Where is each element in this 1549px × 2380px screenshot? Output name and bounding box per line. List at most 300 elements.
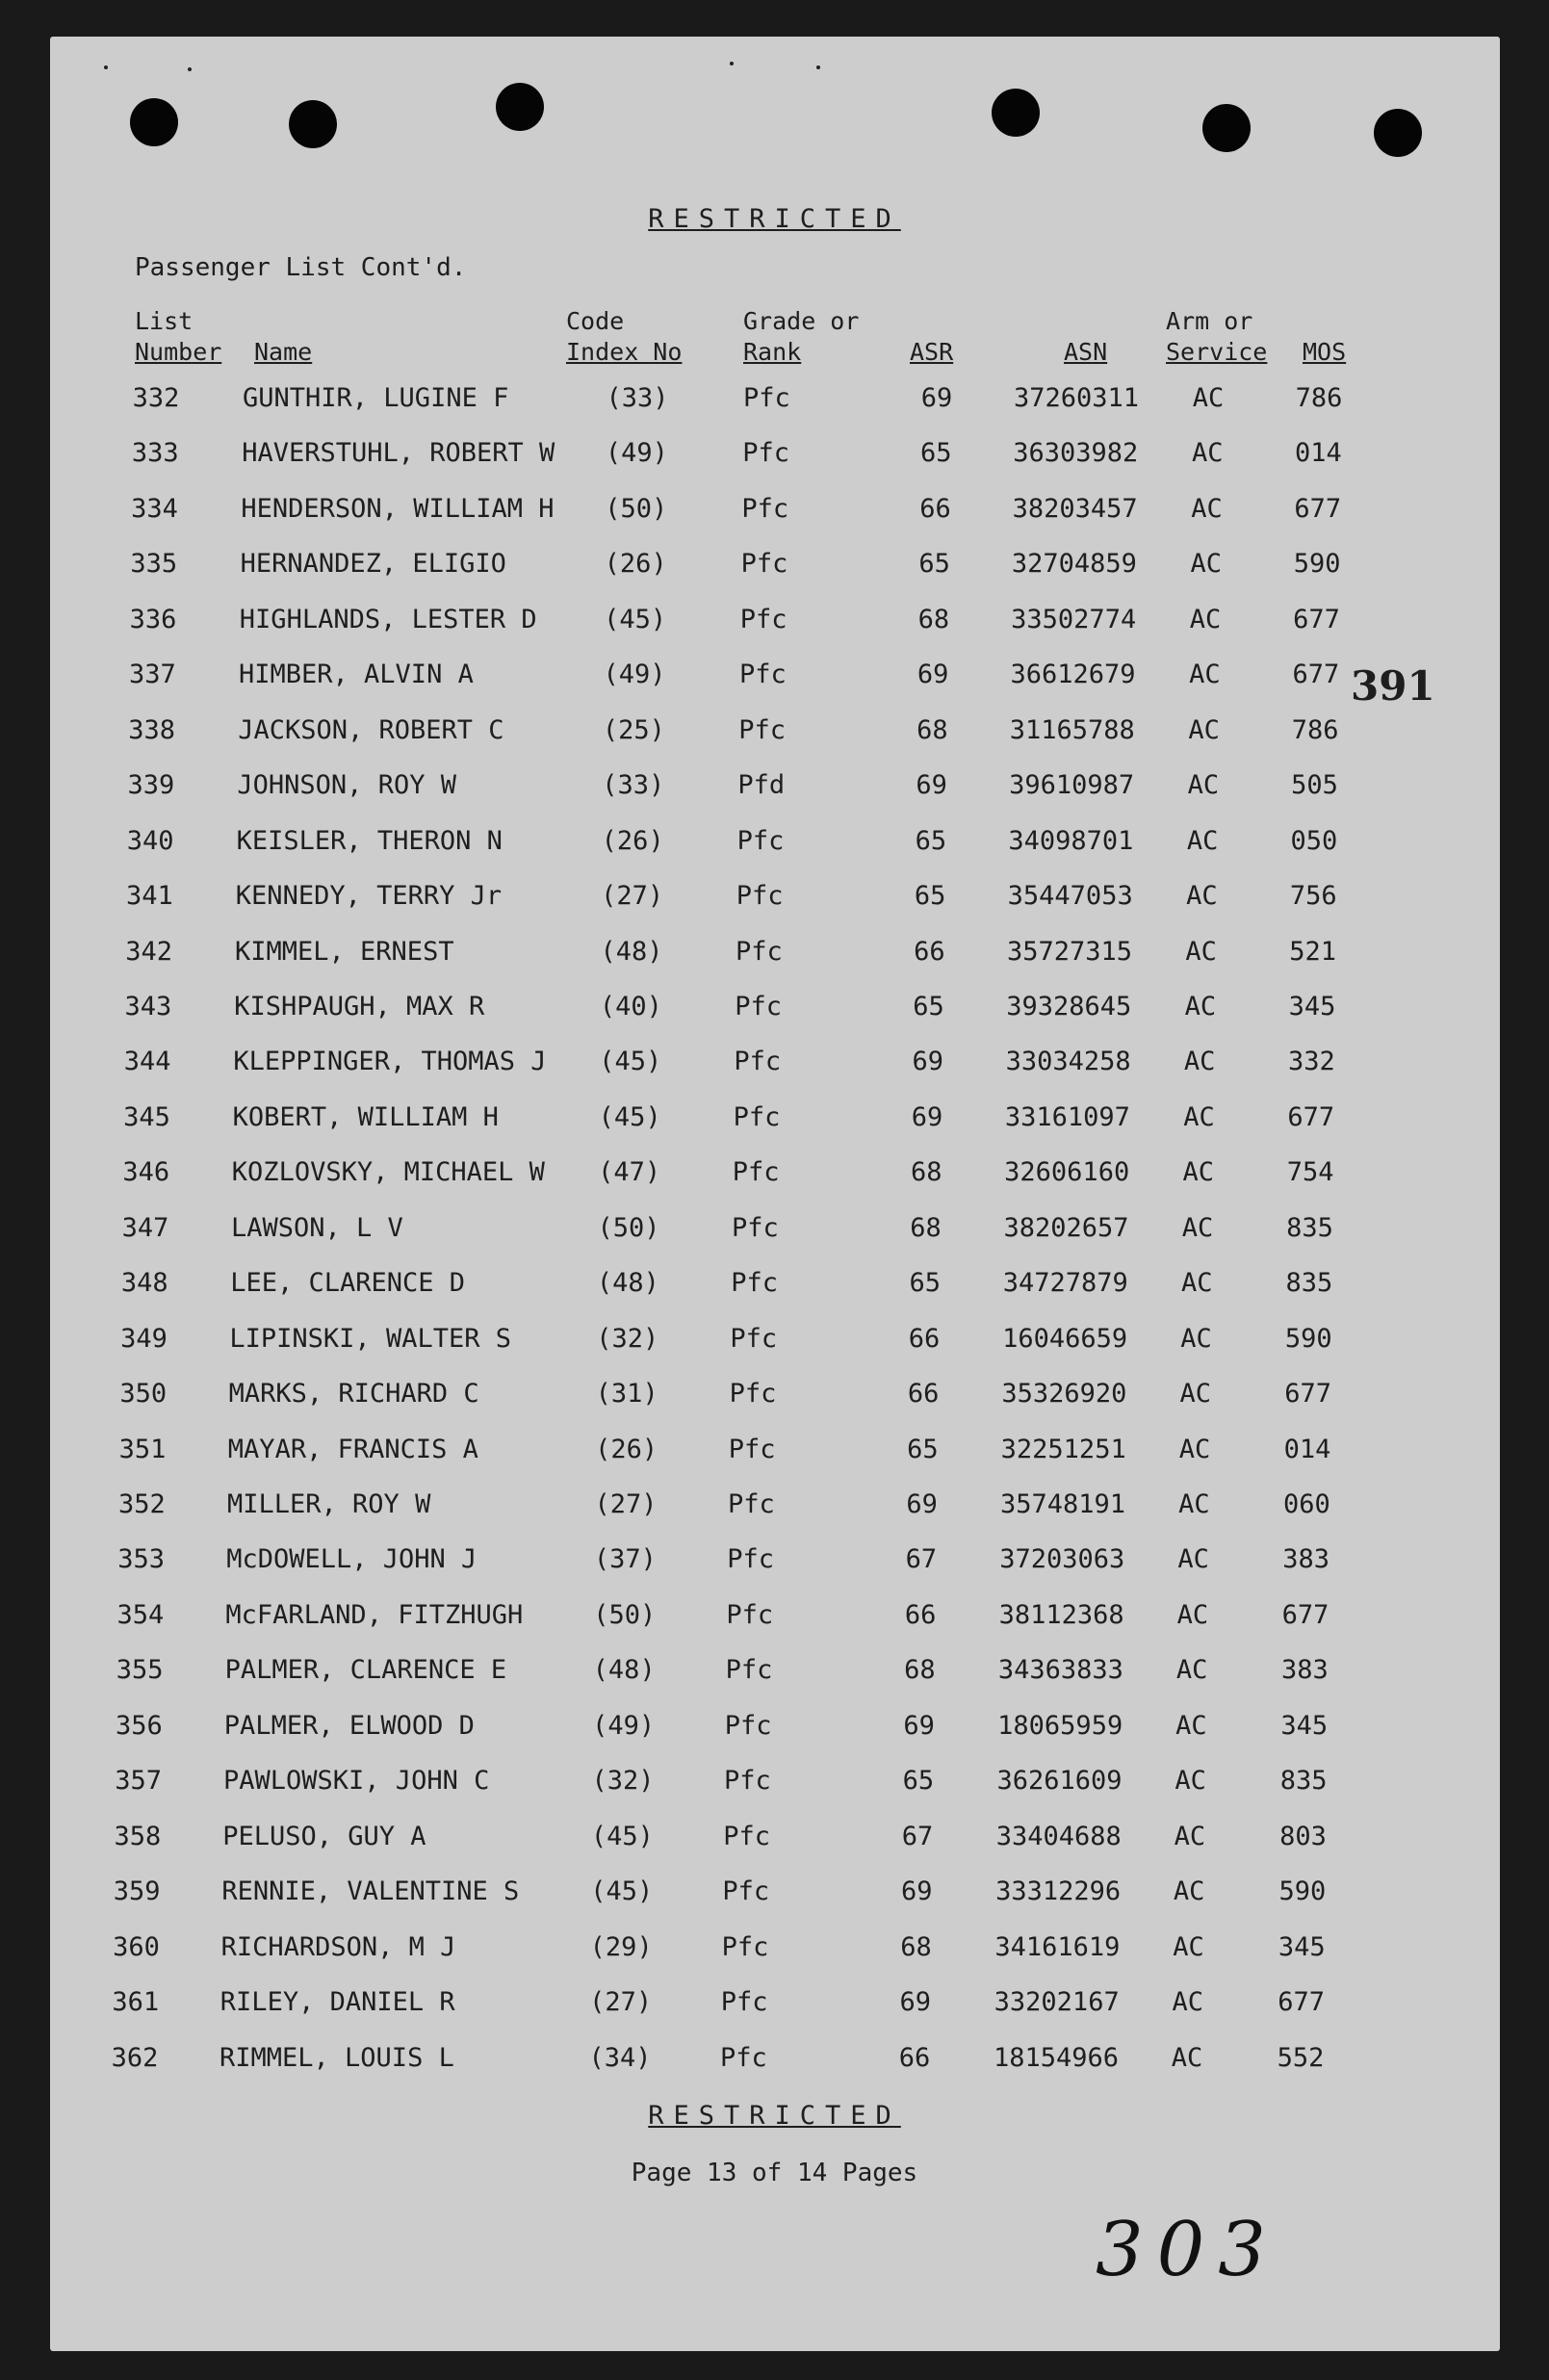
list-number: 353 [117, 1544, 165, 1575]
table-row [0, 770, 1549, 809]
arm-service: AC [1180, 1323, 1212, 1354]
speck [816, 65, 820, 69]
table-row [0, 1379, 1549, 1417]
arm-service: AC [1188, 714, 1220, 745]
passenger-name: KIMMEL, ERNEST [235, 936, 454, 967]
list-number: 344 [123, 1047, 171, 1077]
asn-number: 32704859 [1011, 549, 1137, 580]
code-index: (45) [590, 1876, 654, 1907]
handwritten-number: 303 [1096, 2207, 1279, 2293]
grade-rank: Pfc [732, 1212, 779, 1243]
grade-rank: Pfc [735, 991, 782, 1022]
grade-rank: Pfc [739, 604, 787, 634]
speck [104, 65, 108, 69]
mos-code: 677 [1293, 604, 1340, 634]
arm-service: AC [1175, 1655, 1208, 1686]
list-number: 347 [121, 1212, 169, 1243]
arm-service: AC [1175, 1766, 1206, 1797]
grade-rank: Pfc [739, 660, 787, 690]
list-number: 336 [129, 604, 177, 634]
asr-score: 69 [903, 1710, 935, 1741]
code-index: (29) [589, 1931, 653, 1962]
code-index: (32) [596, 1323, 659, 1354]
grade-rank: Pfc [740, 549, 788, 580]
grade-rank: Pfc [741, 493, 789, 524]
mos-code: 332 [1288, 1047, 1335, 1077]
list-number: 348 [120, 1268, 168, 1299]
asn-number: 31165788 [1009, 714, 1135, 745]
grade-rank: Pfc [720, 1987, 768, 2018]
mos-code: 677 [1278, 1987, 1326, 2018]
asn-number: 32606160 [1004, 1157, 1130, 1188]
asr-score: 66 [919, 493, 951, 524]
asr-score: 66 [914, 936, 945, 967]
grade-rank: Pfc [724, 1710, 772, 1741]
passenger-name: PALMER, CLARENCE E [224, 1655, 507, 1686]
table-row [0, 1489, 1549, 1528]
passenger-name: KENNEDY, TERRY Jr [235, 881, 503, 912]
table-row [0, 1600, 1549, 1639]
asr-score: 68 [904, 1655, 936, 1686]
grade-rank: Pfc [724, 1766, 771, 1797]
list-number: 358 [114, 1821, 162, 1851]
arm-service: AC [1172, 1987, 1203, 2018]
classification-footer: RESTRICTED [648, 2101, 901, 2131]
code-index: (45) [604, 604, 667, 634]
grade-rank: Pfc [734, 1047, 782, 1077]
grade-rank: Pfc [736, 825, 785, 856]
passenger-name: HIMBER, ALVIN A [239, 660, 474, 690]
list-number: 339 [127, 770, 175, 801]
arm-service: AC [1173, 1931, 1204, 1962]
asr-score: 66 [908, 1323, 941, 1354]
punch-hole [289, 100, 337, 148]
passenger-name: HERNANDEZ, ELIGIO [240, 549, 506, 580]
asn-number: 36612679 [1010, 660, 1136, 690]
asr-score: 65 [918, 549, 950, 580]
code-index: (49) [605, 438, 668, 469]
asr-score: 65 [914, 881, 946, 912]
passenger-name: HAVERSTUHL, ROBERT W [242, 438, 555, 469]
code-index: (31) [595, 1379, 658, 1410]
arm-service: AC [1189, 660, 1221, 690]
list-number: 349 [120, 1323, 168, 1354]
arm-service: AC [1173, 1876, 1205, 1907]
passenger-name: MAYAR, FRANCIS A [227, 1434, 478, 1464]
arm-service: AC [1187, 770, 1220, 801]
arm-service: AC [1184, 991, 1217, 1022]
code-index: (37) [593, 1544, 657, 1575]
col-header-code-index: Code Index No [566, 307, 683, 366]
asn-number: 33312296 [995, 1876, 1122, 1907]
list-number: 333 [131, 438, 179, 469]
mos-code: 835 [1279, 1766, 1328, 1797]
mos-code: 590 [1293, 549, 1341, 580]
mos-code: 590 [1284, 1323, 1332, 1354]
list-number: 342 [125, 936, 173, 967]
asr-score: 65 [907, 1434, 939, 1464]
code-index: (45) [599, 1047, 662, 1077]
passenger-name: HENDERSON, WILLIAM H [241, 493, 555, 524]
code-index: (47) [598, 1157, 661, 1188]
list-number: 362 [111, 2042, 159, 2073]
asn-number: 38112368 [998, 1599, 1124, 1630]
mos-code: 383 [1281, 1655, 1329, 1686]
list-number: 361 [112, 1987, 160, 2018]
asr-score: 65 [913, 991, 944, 1022]
arm-service: AC [1171, 2042, 1203, 2073]
classification-header: RESTRICTED [648, 204, 901, 234]
table-row [0, 1711, 1549, 1749]
mos-code: 754 [1286, 1157, 1334, 1188]
arm-service: AC [1176, 1599, 1209, 1630]
grade-rank: Pfc [725, 1655, 773, 1686]
list-number: 359 [113, 1876, 161, 1907]
passenger-name: PALMER, ELWOOD D [223, 1710, 475, 1741]
passenger-name: McFARLAND, FITZHUGH [225, 1599, 524, 1630]
table-row [0, 1324, 1549, 1362]
asr-score: 69 [906, 1489, 938, 1519]
list-number: 360 [113, 1931, 160, 1962]
asr-score: 69 [911, 1101, 943, 1132]
asr-score: 69 [899, 1987, 932, 2018]
code-index: (50) [593, 1599, 657, 1630]
mos-code: 677 [1284, 1379, 1331, 1410]
code-index: (49) [603, 660, 666, 690]
asn-number: 35727315 [1006, 936, 1133, 967]
asn-number: 34727879 [1002, 1268, 1128, 1299]
asn-number: 18065959 [997, 1710, 1123, 1741]
punch-hole [496, 83, 544, 131]
list-number: 352 [117, 1489, 166, 1519]
passenger-name: KLEPPINGER, THOMAS J [233, 1047, 547, 1077]
list-number: 337 [128, 660, 176, 690]
table-row [0, 1435, 1549, 1473]
mos-code: 060 [1282, 1489, 1330, 1519]
arm-service: AC [1189, 604, 1222, 634]
asr-score: 66 [904, 1599, 937, 1630]
grade-rank: Pfd [737, 770, 786, 801]
mos-code: 756 [1289, 881, 1337, 912]
asr-score: 68 [900, 1931, 932, 1962]
stamped-number: 391 [1351, 662, 1435, 710]
list-number: 341 [126, 881, 173, 912]
list-number: 334 [131, 493, 178, 524]
passenger-name: MARKS, RICHARD C [228, 1379, 479, 1410]
mos-code: 014 [1283, 1434, 1331, 1464]
table-row [0, 1655, 1549, 1694]
grade-rank: Pfc [733, 1101, 781, 1132]
list-number: 351 [118, 1434, 167, 1464]
code-index: (25) [602, 714, 665, 745]
table-row [0, 1213, 1549, 1252]
asr-score: 69 [901, 1876, 933, 1907]
code-index: (27) [594, 1489, 658, 1519]
punch-hole [992, 89, 1040, 137]
arm-service: AC [1182, 1157, 1214, 1188]
arm-service: AC [1177, 1544, 1209, 1575]
code-index: (27) [601, 881, 664, 912]
list-number: 332 [132, 383, 180, 413]
punch-hole [1202, 104, 1251, 152]
asn-number: 18154966 [993, 2042, 1120, 2073]
col-header-name: Name [254, 338, 313, 366]
table-row [0, 660, 1549, 698]
grade-rank: Pfc [726, 1599, 774, 1630]
table-row [0, 1932, 1549, 1971]
passenger-name: LAWSON, L V [231, 1212, 403, 1243]
table-row [0, 715, 1549, 754]
grade-rank: Pfc [736, 881, 784, 912]
asn-number: 39328645 [1006, 991, 1132, 1022]
code-index: (27) [589, 1987, 653, 2018]
mos-code: 786 [1295, 383, 1343, 413]
arm-service: AC [1181, 1212, 1214, 1243]
code-index: (34) [588, 2042, 652, 2073]
asr-score: 69 [920, 383, 953, 413]
asr-score: 65 [919, 438, 952, 469]
code-index: (26) [601, 825, 664, 856]
passenger-name: KISHPAUGH, MAX R [234, 991, 485, 1022]
passenger-name: LIPINSKI, WALTER S [229, 1323, 511, 1354]
asr-score: 68 [911, 1157, 942, 1188]
code-index: (26) [604, 549, 667, 580]
asr-score: 68 [910, 1212, 942, 1243]
code-index: (50) [605, 493, 668, 524]
grade-rank: Pfc [722, 1876, 770, 1907]
page-number: Page 13 of 14 Pages [631, 2159, 918, 2187]
mos-code: 050 [1290, 825, 1338, 856]
arm-service: AC [1183, 1047, 1216, 1077]
passenger-name: PAWLOWSKI, JOHN C [223, 1766, 490, 1797]
grade-rank: Pfc [731, 1268, 778, 1299]
asn-number: 38203457 [1012, 493, 1138, 524]
asr-score: 65 [902, 1766, 935, 1797]
table-row [0, 1544, 1549, 1583]
arm-service: AC [1183, 1101, 1215, 1132]
col-header-asn: ASN [1064, 338, 1108, 366]
list-number: 345 [123, 1101, 170, 1132]
table-row [0, 438, 1549, 477]
asn-number: 37260311 [1013, 383, 1140, 413]
mos-code: 345 [1288, 991, 1336, 1022]
asr-score: 66 [898, 2042, 931, 2073]
asr-score: 67 [901, 1821, 934, 1851]
passenger-name: KOZLOVSKY, MICHAEL W [231, 1157, 545, 1188]
asn-number: 33161097 [1004, 1101, 1130, 1132]
passenger-name: RIMMEL, LOUIS L [219, 2042, 454, 2073]
code-index: (48) [592, 1655, 656, 1686]
table-row [0, 1102, 1549, 1141]
asr-score: 68 [917, 604, 950, 634]
asr-score: 66 [907, 1379, 940, 1410]
mos-code: 835 [1285, 1268, 1333, 1299]
arm-service: AC [1192, 383, 1225, 413]
code-index: (48) [596, 1268, 659, 1299]
passenger-name: HIGHLANDS, LESTER D [239, 604, 537, 634]
list-number: 357 [115, 1766, 163, 1797]
code-index: (50) [597, 1212, 660, 1243]
arm-service: AC [1186, 825, 1219, 856]
list-number: 356 [116, 1710, 163, 1741]
speck [730, 62, 734, 65]
table-row [0, 605, 1549, 643]
list-number: 355 [116, 1655, 164, 1686]
list-number: 340 [126, 825, 174, 856]
asr-score: 69 [916, 660, 949, 690]
code-index: (32) [591, 1766, 655, 1797]
mos-code: 677 [1287, 1101, 1335, 1132]
table-row [0, 992, 1549, 1030]
arm-service: AC [1190, 549, 1223, 580]
grade-rank: Pfc [721, 1931, 769, 1962]
passenger-name: RENNIE, VALENTINE S [221, 1876, 520, 1907]
asr-score: 67 [905, 1544, 938, 1575]
table-row [0, 826, 1549, 865]
asn-number: 38202657 [1003, 1212, 1129, 1243]
table-row [0, 937, 1549, 975]
table-row [0, 1047, 1549, 1085]
asn-number: 34098701 [1008, 825, 1134, 856]
table-row [0, 881, 1549, 919]
mos-code: 786 [1291, 714, 1339, 745]
arm-service: AC [1174, 1821, 1206, 1851]
passenger-name: RICHARDSON, M J [220, 1931, 456, 1962]
grade-rank: Pfc [727, 1544, 774, 1575]
table-row [0, 1157, 1549, 1196]
mos-code: 677 [1292, 660, 1340, 690]
passenger-name: McDOWELL, JOHN J [226, 1544, 478, 1575]
passenger-name: JOHNSON, ROY W [237, 770, 456, 801]
mos-code: 014 [1294, 438, 1342, 469]
asn-number: 39610987 [1009, 770, 1135, 801]
asn-number: 32251251 [1000, 1434, 1126, 1464]
asn-number: 34161619 [994, 1931, 1121, 1962]
punch-hole [130, 98, 178, 146]
table-row [0, 1987, 1549, 2026]
grade-rank: Pfc [743, 383, 790, 413]
passenger-name: MILLER, ROY W [227, 1489, 431, 1519]
code-index: (48) [600, 936, 663, 967]
asn-number: 37203063 [999, 1544, 1125, 1575]
grade-rank: Pfc [742, 438, 789, 469]
list-number: 343 [124, 991, 172, 1022]
table-row [0, 494, 1549, 532]
asn-number: 35748191 [999, 1489, 1126, 1519]
col-header-list-number: List Number [135, 307, 222, 366]
passenger-name: PELUSO, GUY A [222, 1821, 426, 1851]
mos-code: 383 [1282, 1544, 1330, 1575]
asn-number: 33404688 [995, 1821, 1122, 1851]
asr-score: 69 [912, 1047, 944, 1077]
passenger-name: LEE, CLARENCE D [230, 1268, 466, 1299]
asn-number: 16046659 [1002, 1323, 1128, 1354]
table-row [0, 1822, 1549, 1860]
arm-service: AC [1175, 1710, 1207, 1741]
mos-code: 345 [1278, 1931, 1326, 1962]
code-index: (45) [590, 1821, 654, 1851]
mos-code: 345 [1280, 1710, 1329, 1741]
grade-rank: Pfc [720, 2042, 767, 2073]
table-row [0, 549, 1549, 587]
arm-service: AC [1181, 1268, 1213, 1299]
table-row [0, 383, 1549, 422]
mos-code: 677 [1281, 1599, 1330, 1630]
asr-score: 69 [916, 770, 947, 801]
asn-number: 33034258 [1005, 1047, 1131, 1077]
table-row [0, 1876, 1549, 1915]
code-index: (40) [599, 991, 662, 1022]
asr-score: 68 [916, 714, 948, 745]
list-number: 335 [130, 549, 178, 580]
list-number: 350 [119, 1379, 168, 1410]
list-number: 338 [128, 714, 175, 745]
grade-rank: Pfc [728, 1489, 775, 1519]
passenger-name: GUNTHIR, LUGINE F [243, 383, 509, 413]
mos-code: 803 [1279, 1821, 1327, 1851]
mos-code: 521 [1289, 936, 1337, 967]
asn-number: 35447053 [1007, 881, 1133, 912]
code-index: (49) [592, 1710, 656, 1741]
table-row [0, 1268, 1549, 1306]
asr-score: 65 [909, 1268, 941, 1299]
passenger-name: KOBERT, WILLIAM H [232, 1101, 499, 1132]
asn-number: 35326920 [1001, 1379, 1127, 1410]
grade-rank: Pfc [730, 1323, 778, 1354]
code-index: (33) [606, 383, 669, 413]
grade-rank: Pfc [728, 1434, 776, 1464]
arm-service: AC [1178, 1489, 1210, 1519]
mos-code: 505 [1291, 770, 1338, 801]
grade-rank: Pfc [729, 1379, 777, 1410]
asn-number: 36261609 [996, 1766, 1123, 1797]
mos-code: 590 [1278, 1876, 1327, 1907]
grade-rank: Pfc [723, 1821, 770, 1851]
grade-rank: Pfc [736, 936, 783, 967]
passenger-name: KEISLER, THERON N [236, 825, 503, 856]
code-index: (26) [595, 1434, 658, 1464]
grade-rank: Pfc [732, 1157, 780, 1188]
arm-service: AC [1178, 1434, 1211, 1464]
list-number: 354 [116, 1599, 165, 1630]
arm-service: AC [1186, 881, 1218, 912]
table-row [0, 2043, 1549, 2082]
col-header-asr: ASR [910, 338, 954, 366]
mos-code: 677 [1294, 493, 1342, 524]
grade-rank: Pfc [738, 714, 786, 745]
asn-number: 34363833 [997, 1655, 1123, 1686]
asn-number: 33202167 [994, 1987, 1120, 2018]
mos-code: 552 [1277, 2042, 1325, 2073]
arm-service: AC [1185, 936, 1217, 967]
code-index: (33) [602, 770, 665, 801]
col-header-arm: Arm or Service [1166, 307, 1268, 366]
passenger-name: RILEY, DANIEL R [219, 1987, 455, 2018]
arm-service: AC [1192, 438, 1224, 469]
table-row [0, 1766, 1549, 1804]
asn-number: 36303982 [1013, 438, 1139, 469]
passenger-name: JACKSON, ROBERT C [238, 714, 504, 745]
asr-score: 65 [915, 825, 947, 856]
asn-number: 33502774 [1011, 604, 1137, 634]
code-index: (45) [598, 1101, 661, 1132]
arm-service: AC [1191, 493, 1223, 524]
list-number: 346 [122, 1157, 170, 1188]
page-subtitle: Passenger List Cont'd. [135, 253, 467, 282]
col-header-mos: MOS [1303, 338, 1347, 366]
speck [188, 67, 192, 71]
punch-hole [1374, 109, 1422, 157]
